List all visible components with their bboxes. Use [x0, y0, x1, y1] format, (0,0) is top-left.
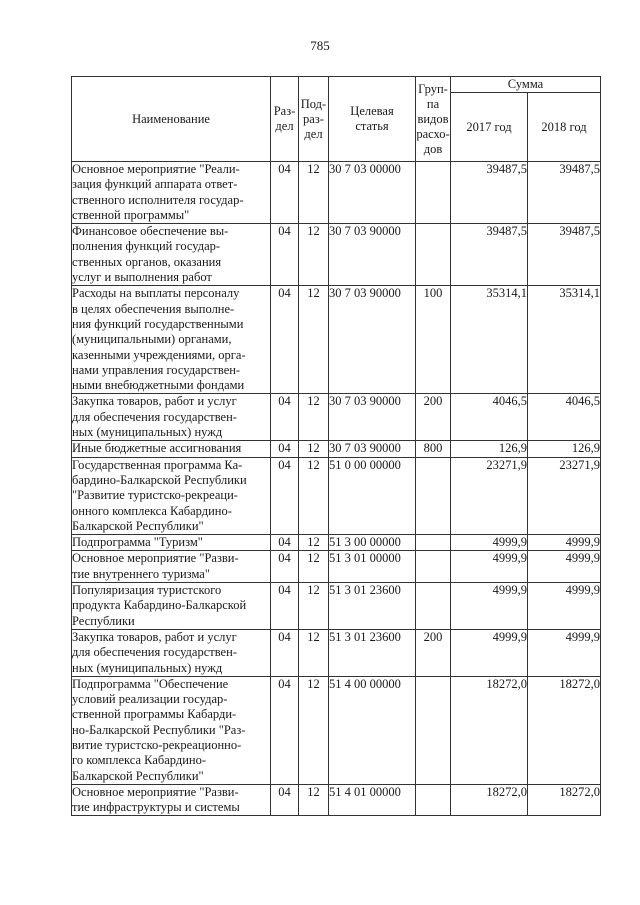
row-vid-rashodov: [416, 162, 451, 224]
row-sum-2017: 4999,9: [451, 551, 528, 583]
table-row: [72, 535, 601, 551]
budget-table: [71, 76, 601, 816]
row-vid-rashodov: 800: [416, 441, 451, 457]
row-razdel: 04: [271, 535, 299, 551]
row-podrazdel: 12: [299, 551, 329, 583]
row-podrazdel: 12: [299, 162, 329, 224]
row-sum-2018: 4046,5: [528, 394, 601, 441]
row-celevaya-statya: 51 3 01 23600: [329, 583, 416, 630]
row-podrazdel: 12: [299, 583, 329, 630]
row-podrazdel: 12: [299, 676, 329, 784]
row-podrazdel: 12: [299, 629, 329, 676]
row-razdel: 04: [271, 394, 299, 441]
table-row: [72, 457, 601, 534]
row-sum-2017: 23271,9: [451, 457, 528, 534]
row-podrazdel: 12: [299, 394, 329, 441]
row-vid-rashodov: [416, 457, 451, 534]
row-sum-2018: 4999,9: [528, 583, 601, 630]
row-razdel: 04: [271, 583, 299, 630]
row-sum-2017: 35314,1: [451, 286, 528, 394]
row-sum-2017: 4999,9: [451, 583, 528, 630]
row-podrazdel: 12: [299, 784, 329, 816]
table-row: [72, 676, 601, 784]
row-podrazdel: 12: [299, 441, 329, 457]
row-podrazdel: 12: [299, 457, 329, 534]
row-name: Расходы на выплаты персоналу в целях обеспечения выполне- ния функций государственными (муниципальными) органами, казенными учреждениями, орга- нами управления государствен- ными внебюджетными фондами: [72, 286, 271, 394]
row-sum-2018: 4999,9: [528, 535, 601, 551]
row-sum-2018: 39487,5: [528, 224, 601, 286]
row-celevaya-statya: 51 3 00 00000: [329, 535, 416, 551]
row-podrazdel: 12: [299, 224, 329, 286]
table-row: [72, 286, 601, 394]
row-vid-rashodov: [416, 224, 451, 286]
row-razdel: 04: [271, 629, 299, 676]
row-vid-rashodov: 100: [416, 286, 451, 394]
row-vid-rashodov: 200: [416, 394, 451, 441]
row-podrazdel: 12: [299, 535, 329, 551]
row-vid-rashodov: [416, 784, 451, 816]
header-name: Наименование: [72, 77, 271, 162]
row-razdel: 04: [271, 286, 299, 394]
row-vid-rashodov: 200: [416, 629, 451, 676]
row-sum-2017: 39487,5: [451, 162, 528, 224]
row-sum-2018: 18272,0: [528, 784, 601, 816]
row-sum-2018: 39487,5: [528, 162, 601, 224]
header-summa: Сумма: [451, 77, 601, 93]
row-sum-2017: 4046,5: [451, 394, 528, 441]
row-razdel: 04: [271, 784, 299, 816]
row-razdel: 04: [271, 224, 299, 286]
row-sum-2017: 4999,9: [451, 535, 528, 551]
header-celevaya-statya: Целевая статья: [329, 77, 416, 162]
row-name: Основное мероприятие "Реали- зация функций аппарата ответ- ственного исполнителя государ- ственной программы": [72, 162, 271, 224]
row-name: Финансовое обеспечение вы- полнения функций государ- ственных органов, оказания услуг и выполнения работ: [72, 224, 271, 286]
row-celevaya-statya: 30 7 03 00000: [329, 162, 416, 224]
row-name: Закупка товаров, работ и услуг для обеспечения государствен- ных (муниципальных) нужд: [72, 394, 271, 441]
header-podrazdel: Под- раз- дел: [299, 77, 329, 162]
row-name: Иные бюджетные ассигнования: [72, 441, 271, 457]
row-name: Основное мероприятие "Разви- тие инфраструктуры и системы: [72, 784, 271, 816]
row-podrazdel: 12: [299, 286, 329, 394]
row-sum-2018: 4999,9: [528, 551, 601, 583]
row-celevaya-statya: 30 7 03 90000: [329, 286, 416, 394]
header-year-2017: 2017 год: [451, 93, 528, 162]
row-razdel: 04: [271, 676, 299, 784]
header-gruppa-vidov-rashodov: Груп- па видов расхо- дов: [416, 77, 451, 162]
table-body: [72, 162, 601, 816]
row-celevaya-statya: 51 3 01 00000: [329, 551, 416, 583]
row-vid-rashodov: [416, 676, 451, 784]
row-vid-rashodov: [416, 551, 451, 583]
row-sum-2017: 18272,0: [451, 676, 528, 784]
table-row: [72, 583, 601, 630]
row-celevaya-statya: 51 0 00 00000: [329, 457, 416, 534]
table-header: [72, 77, 601, 162]
row-razdel: 04: [271, 457, 299, 534]
row-sum-2018: 23271,9: [528, 457, 601, 534]
header-year-2018: 2018 год: [528, 93, 601, 162]
row-name: Популяризация туристского продукта Кабардино-Балкарской Республики: [72, 583, 271, 630]
row-razdel: 04: [271, 551, 299, 583]
row-sum-2018: 4999,9: [528, 629, 601, 676]
row-sum-2018: 126,9: [528, 441, 601, 457]
row-sum-2017: 126,9: [451, 441, 528, 457]
row-vid-rashodov: [416, 535, 451, 551]
row-celevaya-statya: 30 7 03 90000: [329, 441, 416, 457]
row-sum-2017: 18272,0: [451, 784, 528, 816]
table-row: [72, 224, 601, 286]
row-sum-2018: 35314,1: [528, 286, 601, 394]
table-row: [72, 394, 601, 441]
row-vid-rashodov: [416, 583, 451, 630]
row-celevaya-statya: 51 4 01 00000: [329, 784, 416, 816]
row-name: Основное мероприятие "Разви- тие внутреннего туризма": [72, 551, 271, 583]
header-razdel: Раз- дел: [271, 77, 299, 162]
row-name: Государственная программа Ка- бардино-Балкарской Республики "Развитие туристско-рекреаци- онного комплекса Кабардино- Балкарской Республики": [72, 457, 271, 534]
row-celevaya-statya: 51 4 00 00000: [329, 676, 416, 784]
page-number: 785: [310, 38, 330, 53]
row-celevaya-statya: 30 7 03 90000: [329, 224, 416, 286]
row-celevaya-statya: 30 7 03 90000: [329, 394, 416, 441]
row-celevaya-statya: 51 3 01 23600: [329, 629, 416, 676]
table-row: [72, 441, 601, 457]
table-row: [72, 162, 601, 224]
table-row: [72, 784, 601, 816]
row-razdel: 04: [271, 162, 299, 224]
row-name: Закупка товаров, работ и услуг для обеспечения государствен- ных (муниципальных) нужд: [72, 629, 271, 676]
row-sum-2017: 39487,5: [451, 224, 528, 286]
row-name: Подпрограмма "Обеспечение условий реализации государ- ственной программы Кабарди- но-Балкарской Республики "Раз- витие туристско-рекреационно- го комплекса Кабардино- Балкарской Республики": [72, 676, 271, 784]
table-row: [72, 551, 601, 583]
row-name: Подпрограмма "Туризм": [72, 535, 271, 551]
row-sum-2017: 4999,9: [451, 629, 528, 676]
row-sum-2018: 18272,0: [528, 676, 601, 784]
table-row: [72, 629, 601, 676]
row-razdel: 04: [271, 441, 299, 457]
